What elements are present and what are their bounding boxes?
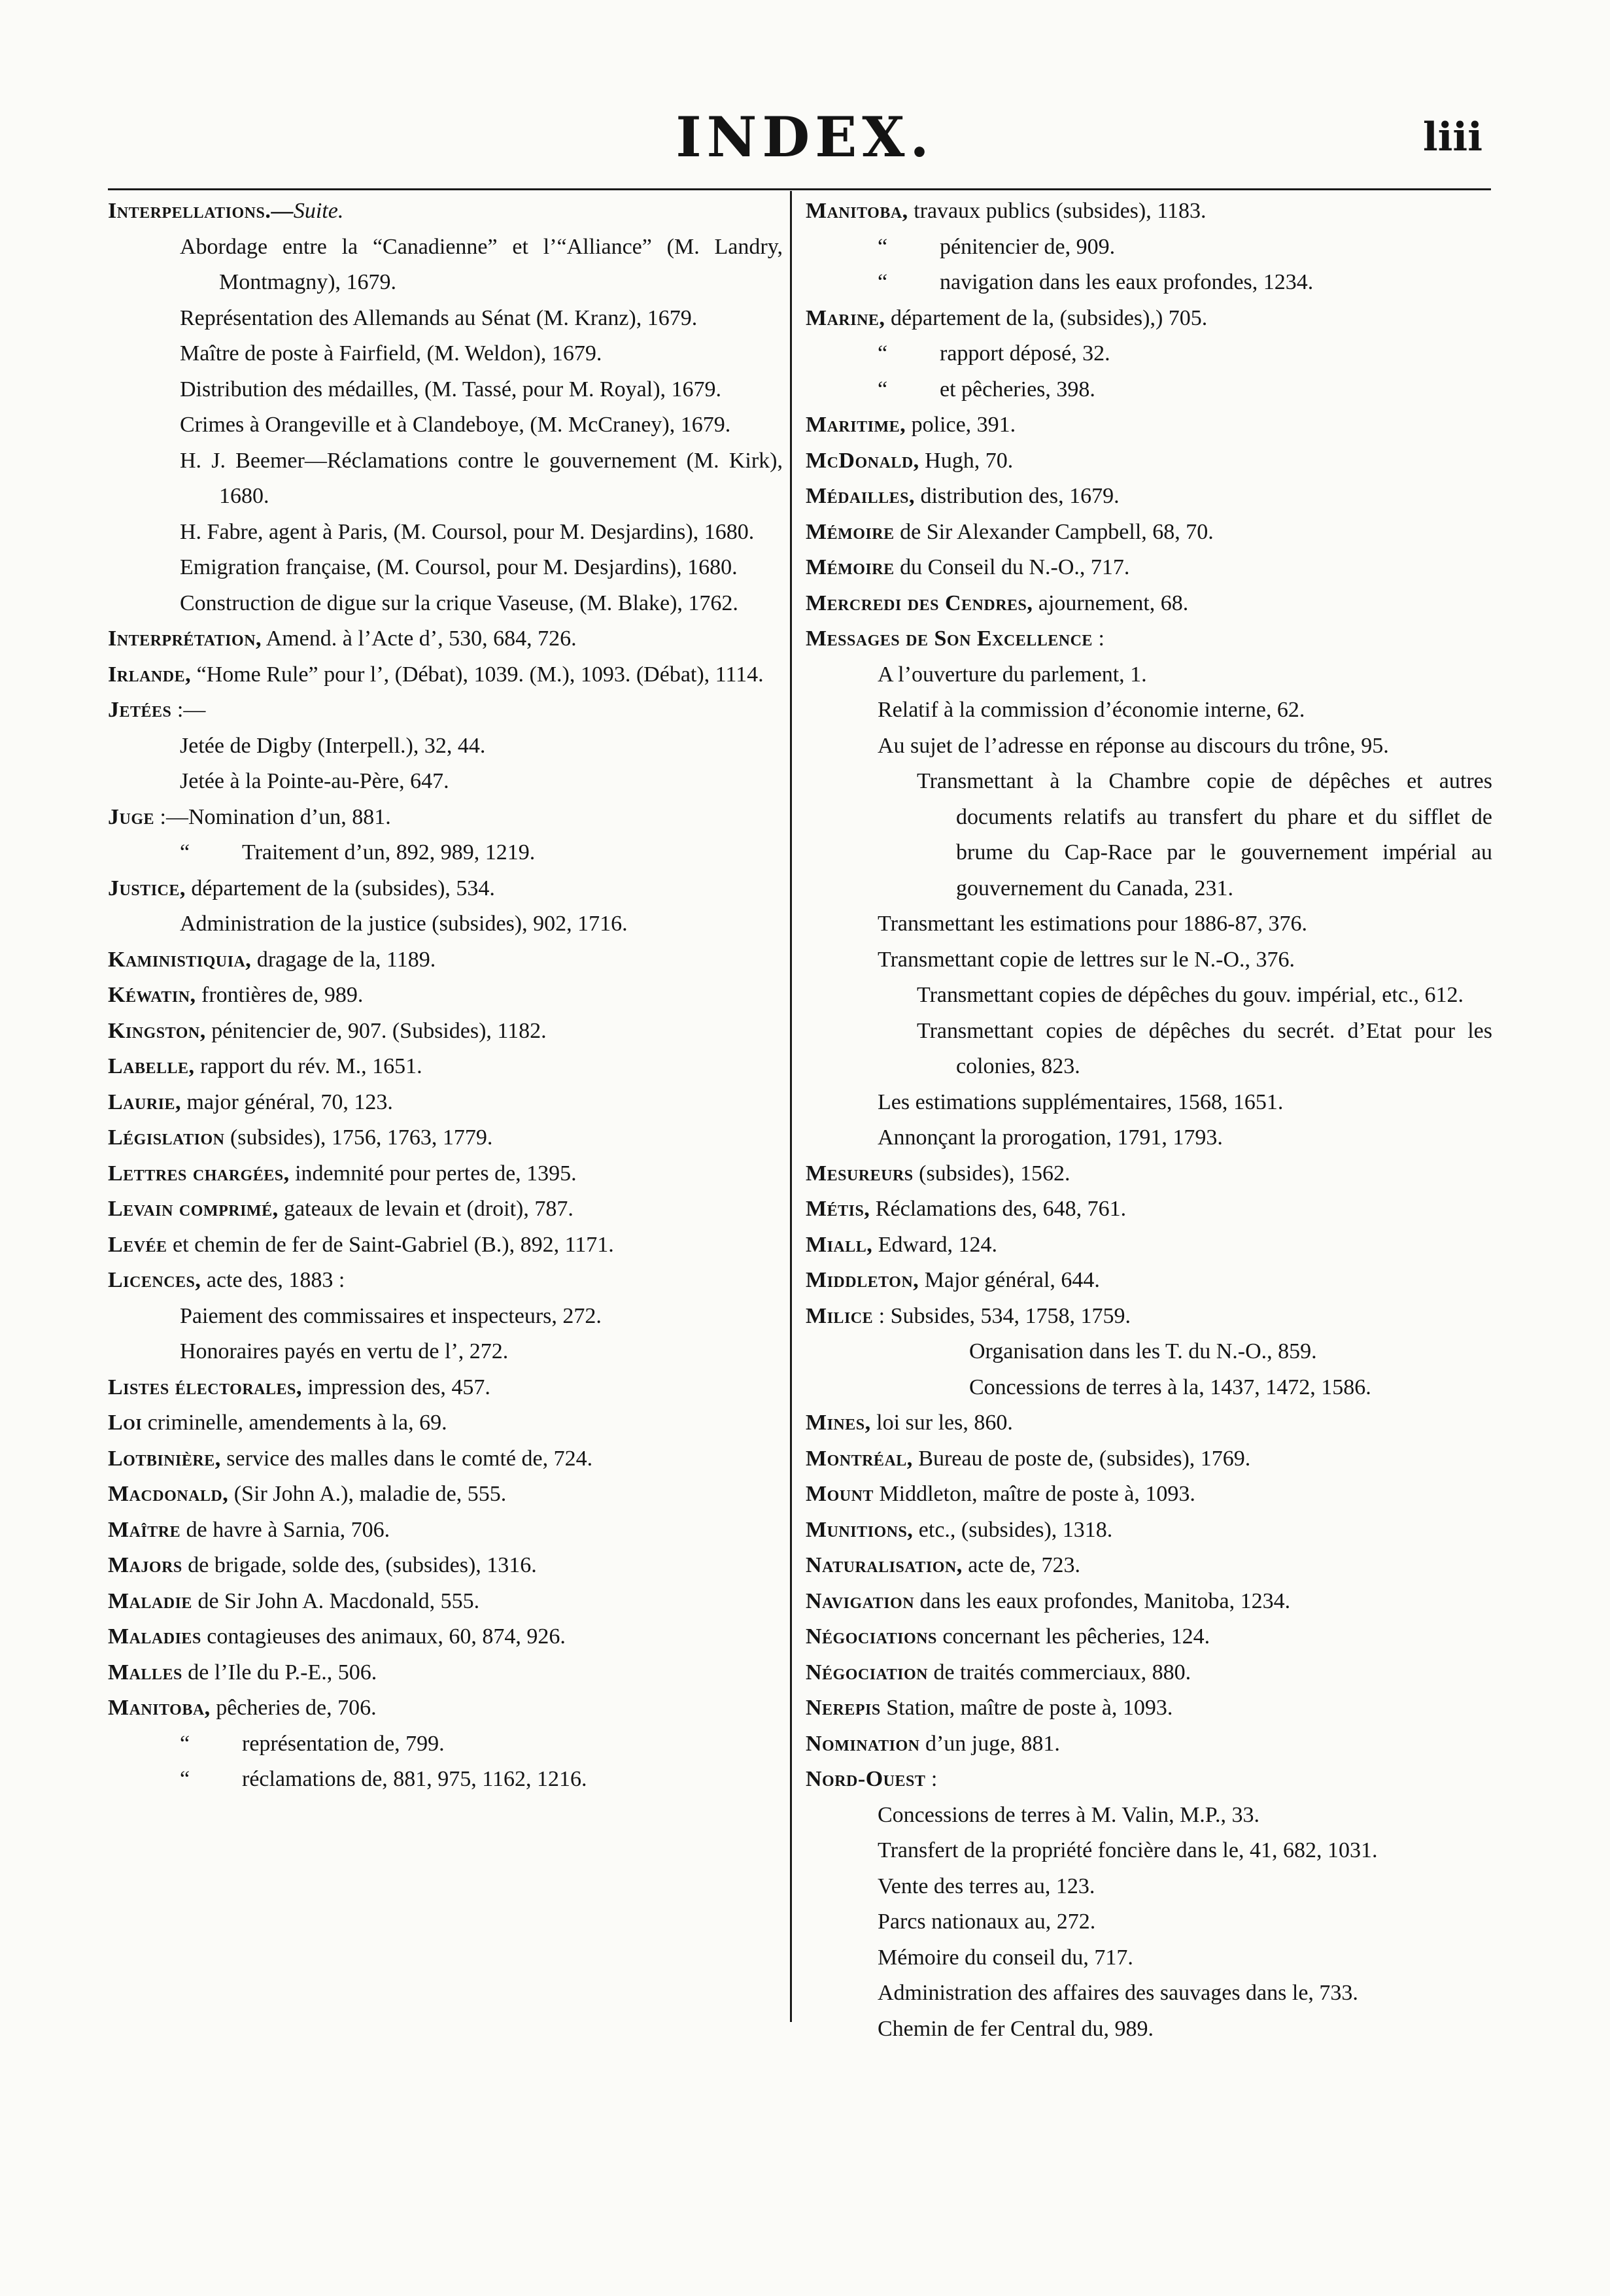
index-entry-text: de Sir Alexander Campbell, 68, 70. bbox=[894, 519, 1214, 544]
index-subentry bbox=[108, 1762, 783, 1798]
ditto-mark: “ bbox=[180, 1767, 190, 1791]
index-heading: Navigation bbox=[806, 1588, 915, 1613]
index-entry bbox=[108, 1227, 783, 1263]
index-entry bbox=[806, 1513, 1492, 1549]
index-entry bbox=[806, 621, 1492, 657]
index-entry-text: dragage de la, 1189. bbox=[251, 947, 436, 972]
index-column-right bbox=[806, 194, 1492, 2047]
index-heading: Maladies bbox=[108, 1624, 201, 1649]
index-entry bbox=[806, 1584, 1492, 1620]
page-title: INDEX. bbox=[676, 105, 934, 169]
index-heading: Lotbinière, bbox=[108, 1446, 221, 1471]
index-entry bbox=[806, 301, 1492, 337]
index-entry-text: et chemin de fer de Saint-Gabriel (B.), 892, 1171. bbox=[167, 1232, 614, 1257]
index-heading: Lettres chargées, bbox=[108, 1161, 290, 1186]
index-subentry: Vente des terres au, 123. bbox=[878, 1874, 1095, 1898]
index-heading: Manitoba, bbox=[806, 199, 908, 223]
index-entry bbox=[108, 194, 783, 230]
index-subentry bbox=[806, 372, 1492, 408]
index-entry bbox=[806, 1263, 1492, 1299]
index-entry-text: de havre à Sarnia, 706. bbox=[180, 1517, 390, 1542]
index-heading: Manitoba, bbox=[108, 1696, 211, 1720]
index-entry-text: frontières de, 989. bbox=[196, 983, 364, 1007]
index-subentry: Distribution des médailles, (M. Tassé, pour M. Royal), 1679. bbox=[180, 377, 722, 402]
index-entry bbox=[806, 1191, 1492, 1227]
index-entry-text: Major général, 644. bbox=[919, 1268, 1100, 1292]
index-heading: Nerepis bbox=[806, 1696, 881, 1720]
index-heading: Laurie, bbox=[108, 1089, 182, 1114]
index-entry-text: (subsides), 1756, 1763, 1779. bbox=[224, 1125, 493, 1150]
index-subentry: Jetée à la Pointe-au-Père, 647. bbox=[180, 769, 449, 793]
index-entry bbox=[108, 1477, 783, 1513]
index-heading: Macdonald, bbox=[108, 1482, 229, 1506]
index-entry bbox=[108, 1014, 783, 1050]
index-heading: Nomination bbox=[806, 1731, 920, 1756]
index-entry bbox=[806, 1441, 1492, 1477]
index-column-left bbox=[108, 194, 783, 1798]
ditto-mark: “ bbox=[180, 1731, 190, 1756]
index-entry-text: loi sur les, 860. bbox=[870, 1411, 1013, 1435]
index-heading: Kingston, bbox=[108, 1018, 206, 1043]
ditto-mark: “ bbox=[180, 840, 190, 865]
index-heading: Négociation bbox=[806, 1660, 928, 1685]
index-entry bbox=[806, 407, 1492, 443]
column-divider bbox=[790, 191, 792, 2022]
index-entry bbox=[806, 1299, 1492, 1335]
index-entry bbox=[806, 1156, 1492, 1192]
index-entry bbox=[108, 871, 783, 907]
index-entry bbox=[108, 1085, 783, 1121]
index-subentry bbox=[108, 1726, 783, 1762]
index-subentry: Honoraires payés en vertu de l’, 272. bbox=[180, 1339, 509, 1363]
index-subentry bbox=[806, 265, 1492, 301]
index-entry-text: :—Nomination d’un, 881. bbox=[154, 804, 391, 829]
index-entry-text: Hugh, 70. bbox=[919, 448, 1014, 473]
index-entry bbox=[806, 1690, 1492, 1726]
index-heading: Kaministiquia, bbox=[108, 947, 252, 972]
index-entry-text: département de la, (subsides),) 705. bbox=[885, 305, 1208, 330]
index-heading: Naturalisation, bbox=[806, 1553, 963, 1577]
index-entry bbox=[806, 443, 1492, 479]
index-entry bbox=[108, 978, 783, 1014]
index-entry bbox=[108, 1619, 783, 1655]
index-subentry-text: et pêcheries, 398. bbox=[940, 377, 1095, 402]
index-subentry: Administration des affaires des sauvages dans le, 733. bbox=[878, 1981, 1358, 2005]
index-entry-text: Bureau de poste de, (subsides), 1769. bbox=[912, 1446, 1251, 1471]
index-entry-text: criminelle, amendements à la, 69. bbox=[142, 1411, 447, 1435]
index-subentry-text: réclamations de, 881, 975, 1162, 1216. bbox=[242, 1767, 587, 1791]
index-entry bbox=[806, 1477, 1492, 1513]
index-entry-text: dans les eaux profondes, Manitoba, 1234. bbox=[914, 1588, 1291, 1613]
index-heading: Médailles, bbox=[806, 484, 915, 508]
index-subentry: Construction de digue sur la crique Vaseuse, (M. Blake), 1762. bbox=[180, 591, 738, 615]
index-entry-text: travaux publics (subsides), 1183. bbox=[908, 199, 1207, 223]
ditto-mark: “ bbox=[878, 270, 888, 294]
index-entry-text: de brigade, solde des, (subsides), 1316. bbox=[182, 1553, 537, 1577]
index-entry-text: de l’Ile du P.-E., 506. bbox=[182, 1660, 377, 1685]
index-entry-text: acte des, 1883 : bbox=[201, 1268, 345, 1292]
index-subentry: Transmettant les estimations pour 1886-87, 376. bbox=[878, 912, 1307, 936]
index-entry-text: “Home Rule” pour l’, (Débat), 1039. (M.), 1093. (Débat), 1114. bbox=[191, 662, 764, 687]
index-heading: Nord-Ouest bbox=[806, 1767, 926, 1791]
index-entry-text: d’un juge, 881. bbox=[919, 1731, 1060, 1756]
index-entry bbox=[806, 515, 1492, 551]
index-subentry: Concessions de terres à M. Valin, M.P., 33. bbox=[878, 1802, 1259, 1827]
ditto-mark: “ bbox=[878, 377, 888, 402]
index-subentry bbox=[108, 835, 783, 871]
index-entry bbox=[806, 1726, 1492, 1762]
index-entry bbox=[108, 1156, 783, 1192]
index-subentry: A l’ouverture du parlement, 1. bbox=[878, 662, 1147, 687]
index-entry-text: de traités commerciaux, 880. bbox=[927, 1660, 1191, 1685]
index-subentry: Transmettant copies de dépêches du secrét. d’Etat pour les colonies, 823. bbox=[917, 1018, 1492, 1078]
index-entry-text: distribution des, 1679. bbox=[914, 484, 1120, 508]
index-subentry: Relatif à la commission d’économie interne, 62. bbox=[878, 698, 1305, 722]
index-entry-text: service des malles dans le comté de, 724. bbox=[220, 1446, 593, 1471]
index-heading: Mercredi des Cendres, bbox=[806, 591, 1033, 615]
index-subentry bbox=[806, 230, 1492, 266]
index-heading: Justice, bbox=[108, 876, 186, 900]
index-entry bbox=[108, 1690, 783, 1726]
page-number: liii bbox=[1422, 114, 1482, 160]
index-entry bbox=[108, 1655, 783, 1691]
index-entry bbox=[108, 1405, 783, 1441]
index-entry-text: du Conseil du N.-O., 717. bbox=[894, 555, 1130, 579]
index-entry bbox=[108, 1370, 783, 1406]
index-subentry: Les estimations supplémentaires, 1568, 1651. bbox=[878, 1089, 1284, 1114]
index-subentry-text: navigation dans les eaux profondes, 1234. bbox=[940, 270, 1314, 294]
index-entry bbox=[108, 1584, 783, 1620]
index-heading: Levain comprimé, bbox=[108, 1197, 279, 1221]
index-heading: Interprétation, bbox=[108, 626, 262, 651]
index-entry-text: major général, 70, 123. bbox=[181, 1089, 393, 1114]
index-entry bbox=[108, 800, 783, 836]
index-entry bbox=[108, 1441, 783, 1477]
index-subentry: Représentation des Allemands au Sénat (M. Kranz), 1679. bbox=[180, 305, 698, 330]
index-heading: Munitions, bbox=[806, 1517, 914, 1542]
index-entry-text: Edward, 124. bbox=[872, 1232, 998, 1257]
index-entry bbox=[806, 1762, 1492, 1798]
index-entry-text: impression des, 457. bbox=[301, 1375, 490, 1399]
index-heading: Irlande, bbox=[108, 662, 192, 687]
index-entry bbox=[806, 550, 1492, 586]
index-heading: Loi bbox=[108, 1411, 143, 1435]
index-heading: Législation bbox=[108, 1125, 225, 1150]
index-entry-text: (subsides), 1562. bbox=[913, 1161, 1070, 1186]
header-rule bbox=[108, 188, 1491, 190]
index-entry-text: ajournement, 68. bbox=[1033, 591, 1189, 615]
index-heading: Mesureurs bbox=[806, 1161, 914, 1186]
index-subentry: Transmettant à la Chambre copie de dépêches et autres documents relatifs au transfert du phare et du sifflet de brume du Cap-Race par le gouvernement impérial au gouvernement du Canada, 231. bbox=[917, 769, 1492, 900]
index-subentry: H. Fabre, agent à Paris, (M. Coursol, pour M. Desjardins), 1680. bbox=[180, 519, 755, 544]
index-heading: Mines, bbox=[806, 1411, 871, 1435]
index-heading: Messages de Son Excellence bbox=[806, 626, 1093, 651]
index-subentry: Transmettant copies de dépêches du gouv. impérial, etc., 612. bbox=[917, 983, 1464, 1007]
index-subentry: Annonçant la prorogation, 1791, 1793. bbox=[878, 1125, 1223, 1150]
index-heading: Métis, bbox=[806, 1197, 870, 1221]
index-entry-text: gateaux de levain et (droit), 787. bbox=[278, 1197, 574, 1221]
index-subentry: Maître de poste à Fairfield, (M. Weldon), 1679. bbox=[180, 341, 602, 366]
index-entry-text: : bbox=[1092, 626, 1105, 651]
index-heading: Malles bbox=[108, 1660, 182, 1685]
index-subentry-text: Traitement d’un, 892, 989, 1219. bbox=[242, 840, 536, 865]
index-subentry-text: pénitencier de, 909. bbox=[940, 234, 1116, 259]
index-subentry: Paiement des commissaires et inspecteurs, 272. bbox=[180, 1303, 602, 1328]
index-subentry: Transfert de la propriété foncière dans le, 41, 682, 1031. bbox=[878, 1838, 1378, 1862]
ditto-mark: “ bbox=[878, 234, 888, 259]
index-entry-text: département de la (subsides), 534. bbox=[185, 876, 495, 900]
index-entry-text: contagieuses des animaux, 60, 874, 926. bbox=[201, 1624, 566, 1649]
index-subentry: Au sujet de l’adresse en réponse au discours du trône, 95. bbox=[878, 733, 1389, 758]
index-heading: Licences, bbox=[108, 1268, 201, 1292]
index-entry bbox=[806, 586, 1492, 622]
index-entry-text: pêcheries de, 706. bbox=[210, 1696, 377, 1720]
index-entry bbox=[108, 942, 783, 978]
index-subentry-text: rapport déposé, 32. bbox=[940, 341, 1110, 366]
index-heading: Maître bbox=[108, 1517, 181, 1542]
index-entry bbox=[108, 1049, 783, 1085]
index-heading: Levée bbox=[108, 1232, 167, 1257]
index-entry-text: concernant les pêcheries, 124. bbox=[936, 1624, 1210, 1649]
index-entry bbox=[108, 1513, 783, 1549]
index-entry bbox=[108, 657, 783, 693]
index-entry bbox=[108, 1548, 783, 1584]
index-entry bbox=[108, 693, 783, 728]
index-subentry: Mémoire du conseil du, 717. bbox=[878, 1945, 1133, 1970]
index-heading: Majors bbox=[108, 1553, 182, 1577]
index-heading: Kéwatin, bbox=[108, 983, 196, 1007]
index-entry-text: Middleton, maître de poste à, 1093. bbox=[873, 1482, 1195, 1506]
index-heading: Montréal, bbox=[806, 1446, 913, 1471]
index-entry-text: de Sir John A. Macdonald, 555. bbox=[192, 1588, 480, 1613]
index-heading: Jetées bbox=[108, 698, 172, 722]
index-heading: Marine, bbox=[806, 305, 885, 330]
index-heading: Mémoire bbox=[806, 555, 895, 579]
index-heading: Miall, bbox=[806, 1232, 873, 1257]
index-subentry: Emigration française, (M. Coursol, pour M. Desjardins), 1680. bbox=[180, 555, 738, 579]
index-entry-text: :— bbox=[171, 698, 206, 722]
index-subentry bbox=[806, 336, 1492, 372]
index-heading: Listes électorales, bbox=[108, 1375, 302, 1399]
index-subentry: H. J. Beemer—Réclamations contre le gouvernement (M. Kirk), 1680. bbox=[180, 448, 783, 508]
index-subentry: Jetée de Digby (Interpell.), 32, 44. bbox=[180, 733, 486, 758]
index-entry-text: : bbox=[925, 1767, 938, 1791]
index-entry-text: : Subsides, 534, 1758, 1759. bbox=[873, 1303, 1131, 1328]
index-subentry: Administration de la justice (subsides), 902, 1716. bbox=[180, 912, 628, 936]
index-entry bbox=[108, 1191, 783, 1227]
index-subentry: Crimes à Orangeville et à Clandeboye, (M. McCraney), 1679. bbox=[180, 413, 731, 437]
index-heading: Interpellations.— bbox=[108, 199, 294, 223]
index-entry bbox=[806, 194, 1492, 230]
index-entry-text: indemnité pour pertes de, 1395. bbox=[289, 1161, 577, 1186]
index-entry-text: police, 391. bbox=[906, 413, 1016, 437]
index-heading: Mémoire bbox=[806, 519, 895, 544]
ditto-mark: “ bbox=[878, 341, 888, 366]
index-heading: Labelle, bbox=[108, 1054, 195, 1078]
index-heading: Négociations bbox=[806, 1624, 937, 1649]
index-heading: Juge bbox=[108, 804, 155, 829]
index-heading: Middleton, bbox=[806, 1268, 919, 1292]
index-subentry: Chemin de fer Central du, 989. bbox=[878, 2016, 1154, 2041]
index-continuation: Suite. bbox=[293, 199, 344, 223]
index-entry bbox=[806, 1227, 1492, 1263]
index-heading: Maladie bbox=[108, 1588, 192, 1613]
index-entry bbox=[806, 1655, 1492, 1691]
index-entry-text: Réclamations des, 648, 761. bbox=[870, 1197, 1127, 1221]
index-entry bbox=[806, 1548, 1492, 1584]
index-entry-text: (Sir John A.), maladie de, 555. bbox=[228, 1482, 507, 1506]
index-subentry-text: représentation de, 799. bbox=[242, 1731, 445, 1756]
index-subentry: Transmettant copie de lettres sur le N.-O., 376. bbox=[878, 947, 1295, 972]
index-entry-text: rapport du rév. M., 1651. bbox=[194, 1054, 422, 1078]
index-entry bbox=[108, 621, 783, 657]
index-entry-text: Amend. à l’Acte d’, 530, 684, 726. bbox=[262, 626, 577, 651]
index-entry bbox=[108, 1263, 783, 1299]
index-entry-text: etc., (subsides), 1318. bbox=[913, 1517, 1113, 1542]
index-heading: McDonald, bbox=[806, 448, 919, 473]
index-entry bbox=[806, 479, 1492, 515]
index-heading: Mount bbox=[806, 1482, 874, 1506]
index-subentry: Concessions de terres à la, 1437, 1472, 1586. bbox=[969, 1375, 1371, 1399]
index-subentry: Parcs nationaux au, 272. bbox=[878, 1910, 1096, 1934]
index-subentry: Organisation dans les T. du N.-O., 859. bbox=[969, 1339, 1317, 1363]
index-entry bbox=[806, 1405, 1492, 1441]
index-entry bbox=[108, 1120, 783, 1156]
index-entry-text: pénitencier de, 907. (Subsides), 1182. bbox=[205, 1018, 547, 1043]
index-heading: Milice bbox=[806, 1303, 874, 1328]
index-entry-text: Station, maître de poste à, 1093. bbox=[880, 1696, 1173, 1720]
index-heading: Maritime, bbox=[806, 413, 906, 437]
index-entry-text: acte de, 723. bbox=[962, 1553, 1081, 1577]
index-entry bbox=[806, 1619, 1492, 1655]
index-subentry: Abordage entre la “Canadienne” et l’“Alliance” (M. Landry, Montmagny), 1679. bbox=[180, 234, 783, 294]
